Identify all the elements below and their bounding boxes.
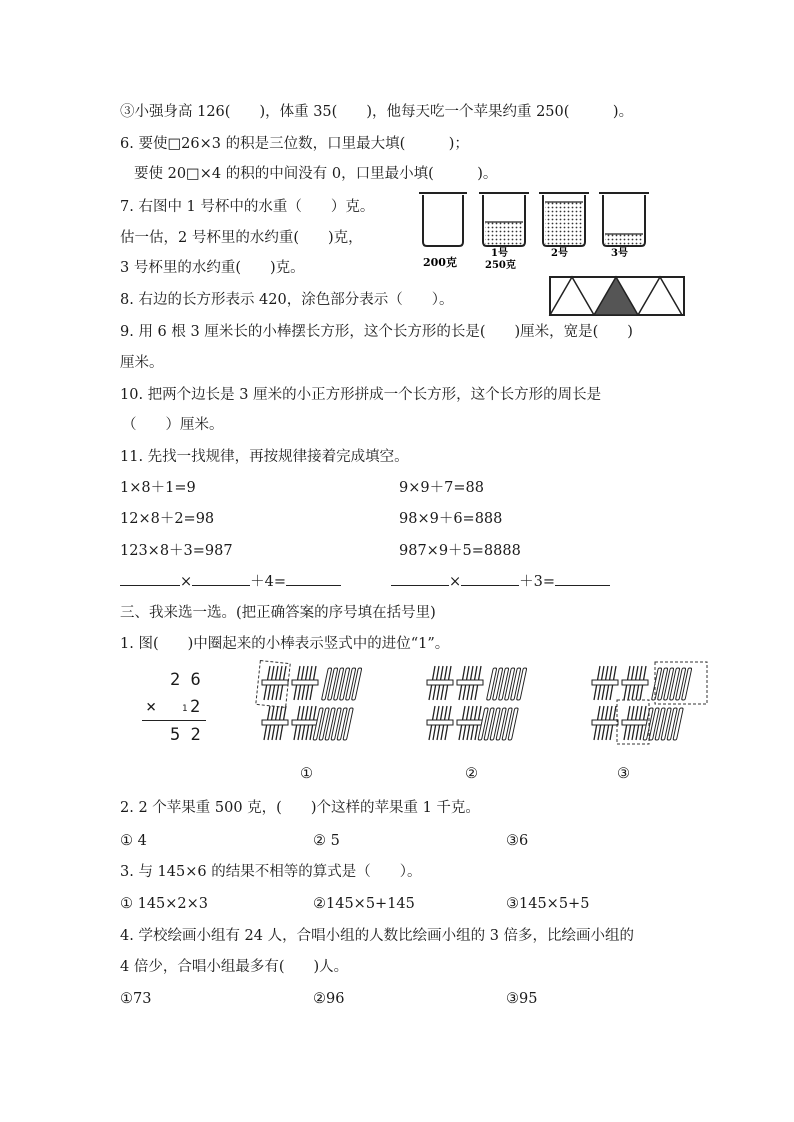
blank[interactable] <box>461 571 519 586</box>
vertical-row1: 2 6 <box>170 670 201 690</box>
q7-line2: 估一估，2 号杯里的水约重( )克， <box>120 230 363 246</box>
picture-label-2: ② <box>465 766 478 782</box>
stick-bundle <box>622 666 648 700</box>
s3-q2-option-3[interactable]: ③6 <box>506 833 529 849</box>
picture-label-1: ① <box>300 766 313 782</box>
s3-q4-option-3[interactable]: ③95 <box>506 991 538 1007</box>
cup-1 <box>479 193 529 246</box>
q10-line1: 10. 把两个边长是 3 厘米的小正方形拼成一个长方形，这个长方形的周长是 <box>120 387 602 403</box>
fill-left <box>120 571 341 592</box>
cup1-label-b: 250克 <box>485 260 516 271</box>
pattern-left-3: 123×8＋3=987 <box>120 543 233 559</box>
plus-eq: ＋3= <box>519 574 556 590</box>
q11: 11. 先找一找规律，再按规律接着完成填空。 <box>120 449 409 465</box>
vertical-carry: 1 <box>182 704 188 714</box>
s3-q4-option-1[interactable]: ①73 <box>120 991 152 1007</box>
vertical-result: 5 2 <box>170 725 201 745</box>
vertical-row2: 2 <box>190 697 201 717</box>
stick-bundle <box>262 706 288 740</box>
cup-empty <box>419 193 467 246</box>
vertical-line <box>142 720 206 721</box>
fill-right <box>391 571 610 592</box>
pattern-left-1: 1×8＋1=9 <box>120 480 196 496</box>
vertical-times: × <box>146 697 157 717</box>
plus-eq: ＋4= <box>250 574 287 590</box>
q7-line1: 7. 右图中 1 号杯中的水重（ ）克。 <box>120 199 375 215</box>
pattern-right-3: 987×9＋5=8888 <box>399 543 521 559</box>
pattern-right-2: 98×9＋6=888 <box>399 511 503 527</box>
stick-bundle <box>592 666 618 700</box>
section-3-heading: 三、我来选一选。(把正确答案的序号填在括号里) <box>120 605 436 621</box>
q6-line2: 要使 20□×4 的积的中间没有 0，口里最小填( )。 <box>134 166 498 182</box>
s3-q2: 2. 2 个苹果重 500 克，( )个这样的苹果重 1 千克。 <box>120 800 480 816</box>
q9-line2: 厘米。 <box>120 355 164 371</box>
q8: 8. 右边的长方形表示 420，涂色部分表示（ ）。 <box>120 292 454 308</box>
s3-q4-line1: 4. 学校绘画小组有 24 人，合唱小组的人数比绘画小组的 3 倍多，比绘画小组的 <box>120 928 635 944</box>
stick-bundle <box>262 666 288 700</box>
stick-bundle <box>292 666 318 700</box>
blank[interactable] <box>391 571 449 586</box>
cup-2 <box>539 193 589 246</box>
s3-q1: 1. 图( )中圈起来的小棒表示竖式中的进位“1”。 <box>120 636 450 652</box>
s3-q3: 3. 与 145×6 的结果不相等的算式是（ ）。 <box>120 864 422 880</box>
blank[interactable] <box>120 571 180 586</box>
times-sign: × <box>449 574 462 590</box>
q5-part3: ③小强身高 126( )，体重 35( )，他每天吃一个苹果约重 250( )。 <box>120 104 634 120</box>
s3-q3-option-2[interactable]: ②145×5+145 <box>313 896 415 912</box>
s3-q4-line2: 4 倍少，合唱小组最多有( )人。 <box>120 959 349 975</box>
stick-bundle <box>592 706 618 740</box>
q9-line1: 9. 用 6 根 3 厘米长的小棒摆长方形，这个长方形的长是( )厘米，宽是( ) <box>120 324 633 340</box>
blank[interactable] <box>192 571 250 586</box>
s3-q3-option-3[interactable]: ③145×5+5 <box>506 896 590 912</box>
stick-bundle <box>427 706 453 740</box>
pattern-right-1: 9×9＋7=88 <box>399 480 484 496</box>
times-sign: × <box>180 574 193 590</box>
s3-q2-option-1[interactable]: ① 4 <box>120 833 147 849</box>
sticks-figures <box>250 660 710 750</box>
q10-line2: （ ）厘米。 <box>122 417 224 433</box>
s3-q2-option-2[interactable]: ② 5 <box>313 833 340 849</box>
cups-figure <box>415 190 655 275</box>
pattern-left-2: 12×8＋2=98 <box>120 511 215 527</box>
s3-q4-option-2[interactable]: ②96 <box>313 991 345 1007</box>
blank[interactable] <box>555 571 610 586</box>
s3-q3-option-1[interactable]: ① 145×2×3 <box>120 896 209 912</box>
q7-line3: 3 号杯里的水约重( )克。 <box>120 260 305 276</box>
stick-bundle <box>427 666 453 700</box>
vertical-calc <box>140 670 210 750</box>
cup0-label: 200克 <box>423 256 457 269</box>
cup1-label-a: 1号 <box>491 248 508 259</box>
cup2-label: 2号 <box>551 248 568 259</box>
cup-3 <box>599 193 649 246</box>
picture-label-3: ③ <box>617 766 630 782</box>
blank[interactable] <box>286 571 341 586</box>
cup3-label: 3号 <box>611 248 628 259</box>
shaded-rectangle-figure <box>549 276 685 316</box>
stick-bundle <box>457 666 483 700</box>
q6-line1: 6. 要使□26×3 的积是三位数，口里最大填( )； <box>120 136 469 152</box>
